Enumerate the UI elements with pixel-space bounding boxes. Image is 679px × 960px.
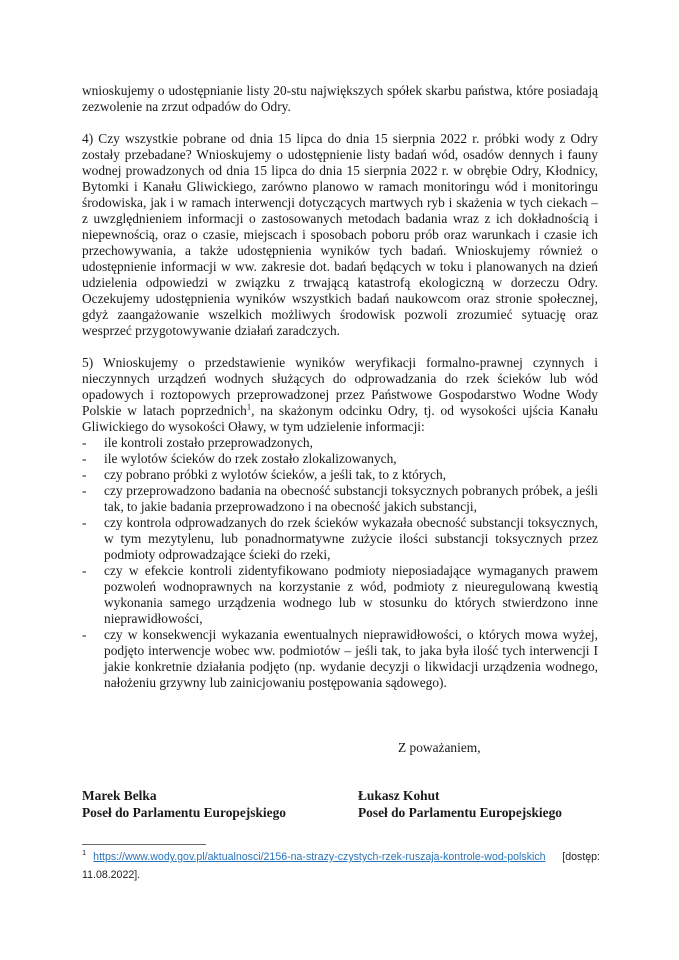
paragraph-point4: 4) Czy wszystkie pobrane od dnia 15 lipca do dnia 15 sierpnia 2022 r. próbki wody z Odry zostały przebadane? Wnioskujemy o udostępnienie listy badań wód, osadów dennych i fauny wodnej prowadzonych od dnia 15 lipca do dnia 15 sierpnia 2022 r. w obrębie Odry, Kłodnicy, Bytomki i Kanału Gliwickiego, zarówno planowo w ramach monitoringu wód i monitoringu środowiska, jak i w ramach interwencji dotyczących martwych ryb i skażenia w tych ciekach – z uwzględnieniem informacji o zastosowanych metodach badania wraz z ich dokładnością i niepewnością, oraz o czasie, miejscach i sposobach poboru prób oraz warunkach i czasie ich przechowywania, a także udostępnienia wyników tych badań. Wnioskujemy również o udostępnienie informacji w ww. zakresie dot. badań będących w toku i planowanych na dzień udzielenia odpowiedzi w związku z trwającą katastrofą ekologiczną w dorzeczu Odry. Oczekujemy udostępnienia wyników wszystkich badań naukowcom oraz stronie społecznej, gdyż zaangażowanie wszelkich możliwych środowisk pozwoli zrozumieć sytuację oraz wesprzeć przygotowywanie działań zaradczych.	[82, 131, 598, 338]
list-item	[82, 435, 598, 451]
footnote	[82, 849, 600, 884]
list-item	[82, 451, 598, 467]
signature-block	[82, 787, 598, 821]
list-item-dash: -	[82, 627, 87, 642]
list-item-dash: -	[82, 451, 87, 466]
footnote-access-date: 11.08.2022].	[82, 868, 141, 881]
request-list	[82, 435, 598, 691]
signature-lukasz-kohut	[358, 787, 598, 821]
list-item-dash: -	[82, 467, 87, 482]
footnote-link[interactable]: https://www.wody.gov.pl/aktualnosci/2156-na-strazy-czystych-rzek-ruszaja-kontrole-wod-polskich	[93, 851, 546, 863]
footnote-separator	[82, 844, 206, 845]
signatory-title: Poseł do Parlamentu Europejskiego	[358, 805, 562, 820]
footnote-access-label: [dostęp:	[562, 851, 600, 863]
signatory-title: Poseł do Parlamentu Europejskiego	[82, 805, 286, 820]
list-item-text: czy kontrola odprowadzanych do rzek ścieków wykazała obecność substancji toksycznych, w tym mezytylenu, lub ponadnormatywne zużycie ilości substancji toksycznych przez podmioty odprowadzające ścieki do rzeki,	[104, 515, 598, 562]
paragraph-point5-intro	[82, 355, 598, 435]
closing-phrase: Z poważaniem,	[398, 740, 481, 755]
list-item-text: czy pobrano próbki z wylotów ścieków, a jeśli tak, to z których,	[104, 467, 446, 482]
list-item-text: czy w konsekwencji wykazania ewentualnych nieprawidłowości, o których mowa wyżej, podjęto interwencje wobec ww. podmiotów – jeśli tak, to jaka była ilość tych interwencji I jakie konkretnie działania podjęto (np. wydanie decyzji o likwidacji urządzenia wodnego, nałożeniu grzywny lub zainicjowaniu postępowania sądowego).	[104, 627, 598, 690]
letter-body	[82, 83, 598, 691]
point5-text-after-footnote-ref: , na skażonym odcinku Odry, tj. od wysokości ujścia Kanału Gliwickiego do wysokości Oławy, w tym udzielenie informacji:	[82, 403, 599, 434]
point5-text-before-footnote-ref: 5) Wnioskujemy o przedstawienie wyników weryfikacji formalno-prawnej czynnych i nieczynnych urządzeń wodnych służących do odprowadzania do rzek ścieków lub wód opadowych i roztopowych przeprowadzonej przez Państwowe Gospodarstwo Wodne Wody Polskie w latach poprzednich	[82, 355, 598, 418]
list-item-text: ile wylotów ścieków do rzek zostało zlokalizowanych,	[104, 451, 397, 466]
footnote-number: 1	[82, 848, 87, 858]
list-item	[82, 467, 598, 483]
list-item-text: ile kontroli zostało przeprowadzonych,	[104, 435, 313, 450]
list-item-text: czy w efekcie kontroli zidentyfikowano podmioty nieposiadające wymaganych prawem pozwoleń wodnoprawnych na korzystanie z wód, podmioty z nieuregulowaną kwestią wykonania samego urządzenia wodnego lub w stosunku do których stwierdzono inne nieprawidłowości,	[104, 563, 598, 626]
list-item-dash: -	[82, 435, 87, 450]
list-item-text: czy przeprowadzono badania na obecność substancji toksycznych pobranych próbek, a jeśli tak, to jakie badania przeprowadzono i na obecność jakich substancji,	[104, 483, 598, 514]
signatory-name: Łukasz Kohut	[358, 788, 440, 803]
list-item	[82, 563, 598, 627]
signatory-name: Marek Belka	[82, 788, 157, 803]
footnote-reference-marker: 1	[246, 401, 252, 412]
list-item-dash: -	[82, 563, 87, 578]
signature-marek-belka	[82, 787, 358, 821]
list-item-dash: -	[82, 515, 87, 530]
list-item	[82, 515, 598, 563]
paragraph-opening: wnioskujemy o udostępnianie listy 20-stu największych spółek skarbu państwa, które posiadają zezwolenie na zrzut odpadów do Odry.	[82, 83, 598, 114]
list-item-dash: -	[82, 483, 87, 498]
list-item	[82, 483, 598, 515]
list-item	[82, 627, 598, 691]
